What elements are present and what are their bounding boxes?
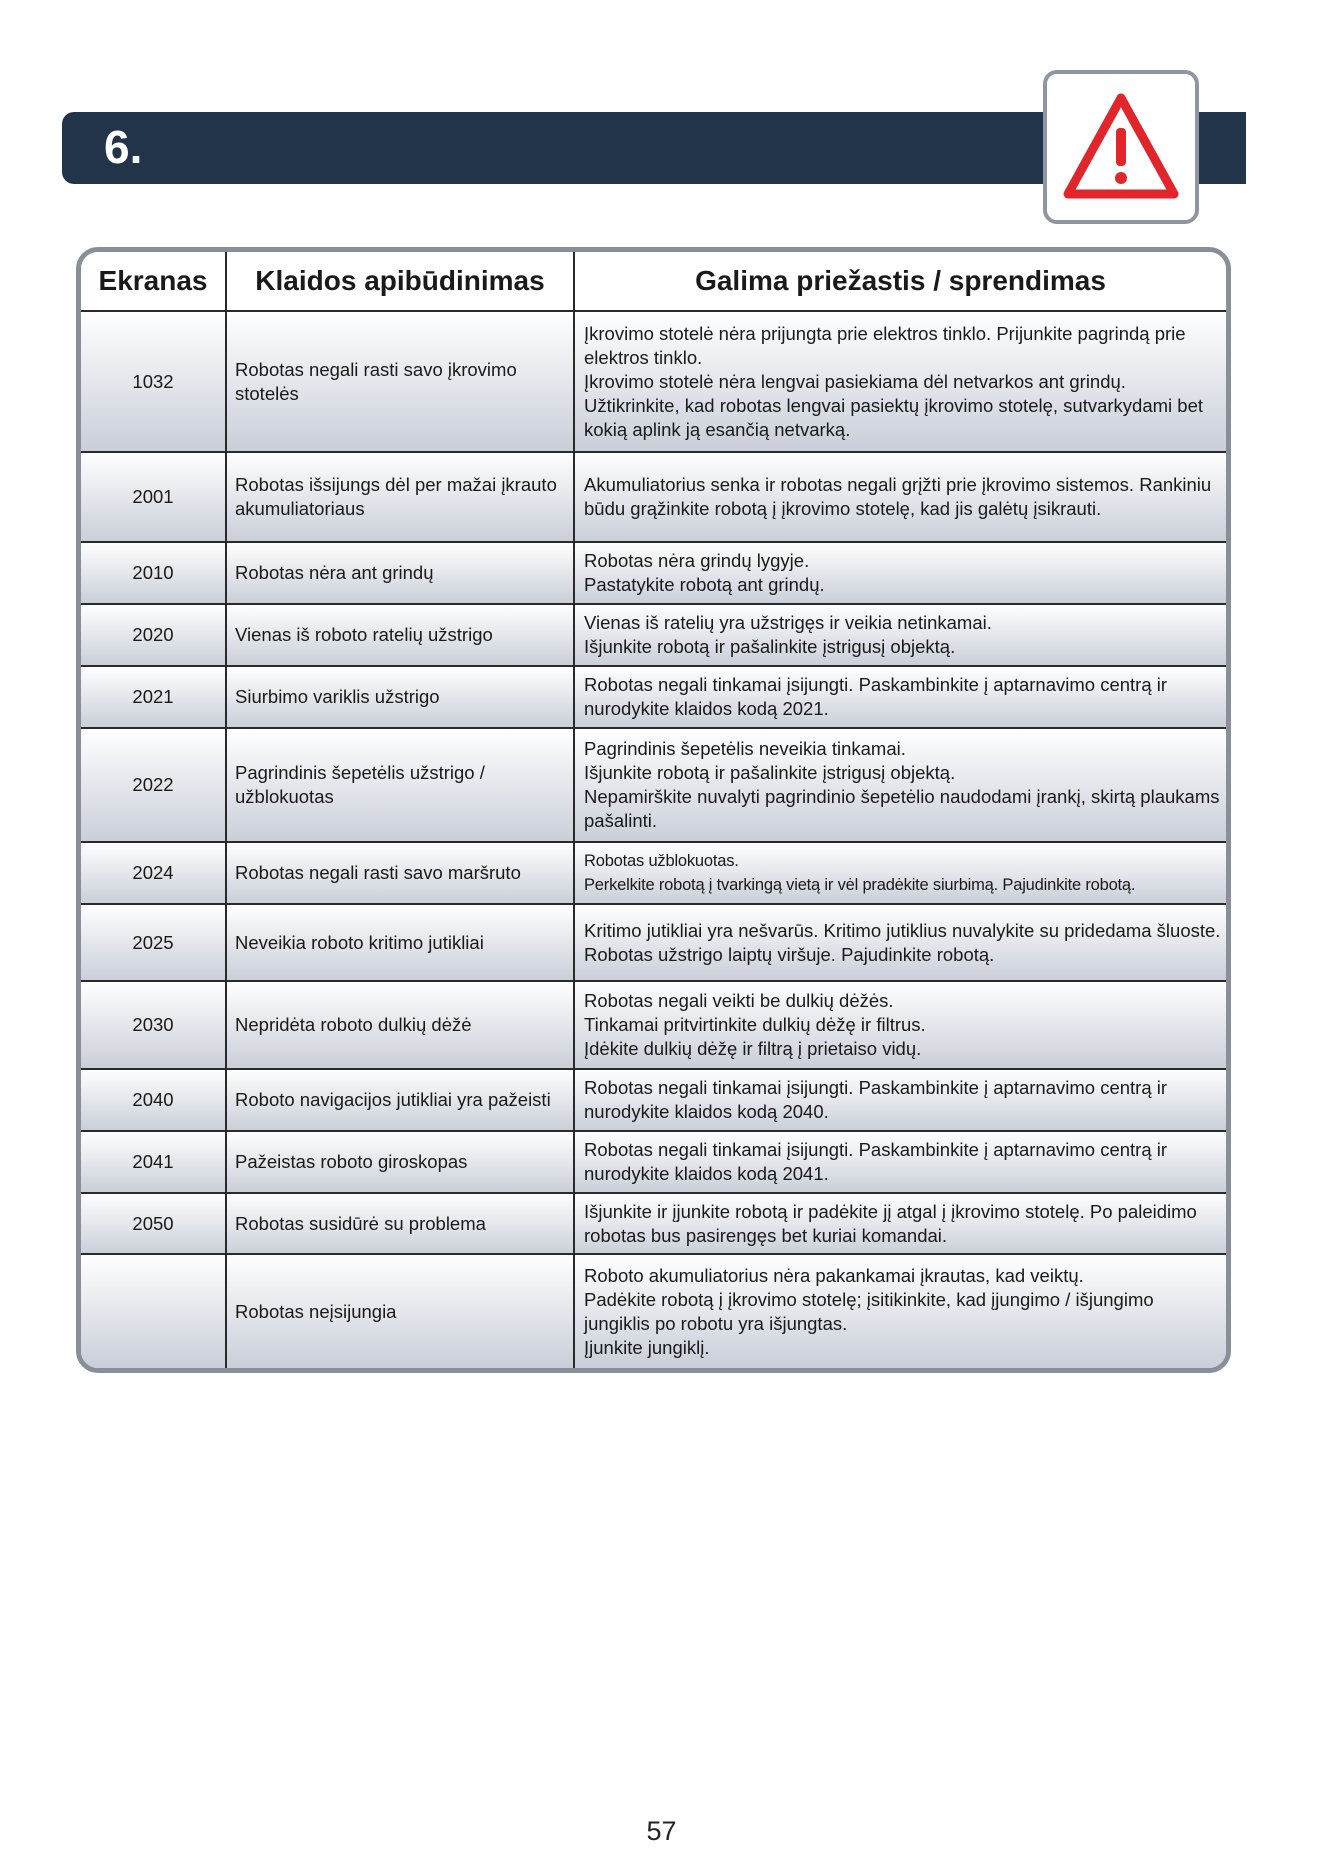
header-error-description: Klaidos apibūdinimas <box>226 252 574 311</box>
error-description-cell: Pažeistas roboto giroskopas <box>226 1131 574 1193</box>
table-row <box>81 904 1226 981</box>
error-code-cell: 2001 <box>81 452 226 542</box>
error-code-cell: 2050 <box>81 1193 226 1255</box>
table-row <box>81 728 1226 843</box>
error-description-cell: Robotas negali rasti savo įkrovimo stotelės <box>226 311 574 452</box>
table-row <box>81 311 1226 452</box>
table-row <box>81 666 1226 728</box>
error-description-cell: Nepridėta roboto dulkių dėžė <box>226 981 574 1069</box>
error-code-cell: 2025 <box>81 904 226 981</box>
error-description-cell: Siurbimo variklis užstrigo <box>226 666 574 728</box>
error-description-cell: Vienas iš roboto ratelių užstrigo <box>226 604 574 666</box>
error-code-cell: 2030 <box>81 981 226 1069</box>
page-number: 57 <box>646 1816 677 1846</box>
table-row <box>81 1193 1226 1255</box>
error-description-cell: Robotas negali rasti savo maršruto <box>226 842 574 904</box>
table-row <box>81 842 1226 904</box>
table-row <box>81 604 1226 666</box>
error-code-cell: 2022 <box>81 728 226 843</box>
error-code-cell: 2041 <box>81 1131 226 1193</box>
table-row <box>81 1131 1226 1193</box>
cause-solution-cell: Robotas užblokuotas. Perkelkite robotą į tvarkingą vietą ir vėl pradėkite siurbimą. Pajudinkite robotą. <box>574 842 1226 904</box>
error-table <box>81 252 1226 1368</box>
section-number: 6. <box>104 121 143 173</box>
error-code-cell: 2040 <box>81 1069 226 1131</box>
cause-solution-cell: Robotas negali veikti be dulkių dėžės. Tinkamai pritvirtinkite dulkių dėžę ir filtrus. Įdėkite dulkių dėžę ir filtrą į prietaiso vidų. <box>574 981 1226 1069</box>
error-code-cell: 2024 <box>81 842 226 904</box>
error-code-cell: 2020 <box>81 604 226 666</box>
cause-solution-cell: Pagrindinis šepetėlis neveikia tinkamai. Išjunkite robotą ir pašalinkite įstrigusį objektą. Nepamirškite nuvalyti pagrindinio šepetėlio naudodami įrankį, skirtą plaukams pašalinti. <box>574 728 1226 843</box>
table-row <box>81 981 1226 1069</box>
cause-solution-cell: Kritimo jutikliai yra nešvarūs. Kritimo jutiklius nuvalykite su pridedama šluoste. Robotas užstrigo laiptų viršuje. Pajudinkite robotą. <box>574 904 1226 981</box>
warning-icon-box <box>1043 70 1199 224</box>
cause-solution-cell: Akumuliatorius senka ir robotas negali grįžti prie įkrovimo sistemos. Rankiniu būdu grąžinkite robotą į įkrovimo stotelę, kad jis galėtų įsikrauti. <box>574 452 1226 542</box>
cause-solution-cell: Išjunkite ir įjunkite robotą ir padėkite jį atgal į įkrovimo stotelę. Po paleidimo robotas bus pasirengęs bet kuriai komandai. <box>574 1193 1226 1255</box>
table-header-row <box>81 252 1226 311</box>
table-row <box>81 542 1226 604</box>
error-code-cell: 2010 <box>81 542 226 604</box>
error-description-cell: Robotas susidūrė su problema <box>226 1193 574 1255</box>
error-code-cell: 1032 <box>132 370 174 392</box>
error-description-cell: Pagrindinis šepetėlis užstrigo / užblokuotas <box>226 728 574 843</box>
error-table-frame <box>76 247 1231 1373</box>
cause-solution-cell: Įkrovimo stotelė nėra prijungta prie elektros tinklo. Prijunkite pagrindą prie elektros tinklo. Įkrovimo stotelė nėra lengvai pasiekiama dėl netvarkos ant grindų. Užtikrinkite, kad robotas lengvai pasiektų įkrovimo stotelę, sutvarkydami bet kokią aplink ją esančią netvarką. <box>574 311 1226 452</box>
header-cause-solution: Galima priežastis / sprendimas <box>574 252 1226 311</box>
error-description-cell: Robotas nėra ant grindų <box>226 542 574 604</box>
cause-solution-cell: Robotas negali tinkamai įsijungti. Paskambinkite į aptarnavimo centrą ir nurodykite klaidos kodą 2021. <box>574 666 1226 728</box>
error-description-cell: Roboto navigacijos jutikliai yra pažeisti <box>226 1069 574 1131</box>
table-row <box>81 452 1226 542</box>
cause-solution-cell: Roboto akumuliatorius nėra pakankamai įkrautas, kad veiktų. Padėkite robotą į įkrovimo stotelę; įsitikinkite, kad įjungimo / išjungimo jungiklis po robotu yra išjungtas. Įjunkite jungiklį. <box>574 1254 1226 1368</box>
header-screen: Ekranas <box>81 252 226 311</box>
error-description-cell: Robotas išsijungs dėl per mažai įkrauto akumuliatoriaus <box>226 452 574 542</box>
table-row <box>81 1254 1226 1368</box>
error-description-cell: Neveikia roboto kritimo jutikliai <box>226 904 574 981</box>
error-code-cell <box>81 1254 226 1368</box>
cause-solution-cell: Vienas iš ratelių yra užstrigęs ir veikia netinkamai. Išjunkite robotą ir pašalinkite įstrigusį objektą. <box>574 604 1226 666</box>
cause-solution-cell: Robotas negali tinkamai įsijungti. Paskambinkite į aptarnavimo centrą ir nurodykite klaidos kodą 2041. <box>574 1131 1226 1193</box>
error-code-cell: 2021 <box>81 666 226 728</box>
cause-solution-cell: Robotas negali tinkamai įsijungti. Paskambinkite į aptarnavimo centrą ir nurodykite klaidos kodą 2040. <box>574 1069 1226 1131</box>
warning-triangle-icon <box>1061 90 1181 204</box>
error-description-cell: Robotas neįsijungia <box>226 1254 574 1368</box>
cause-solution-cell: Robotas nėra grindų lygyje. Pastatykite robotą ant grindų. <box>574 542 1226 604</box>
table-row <box>81 1069 1226 1131</box>
